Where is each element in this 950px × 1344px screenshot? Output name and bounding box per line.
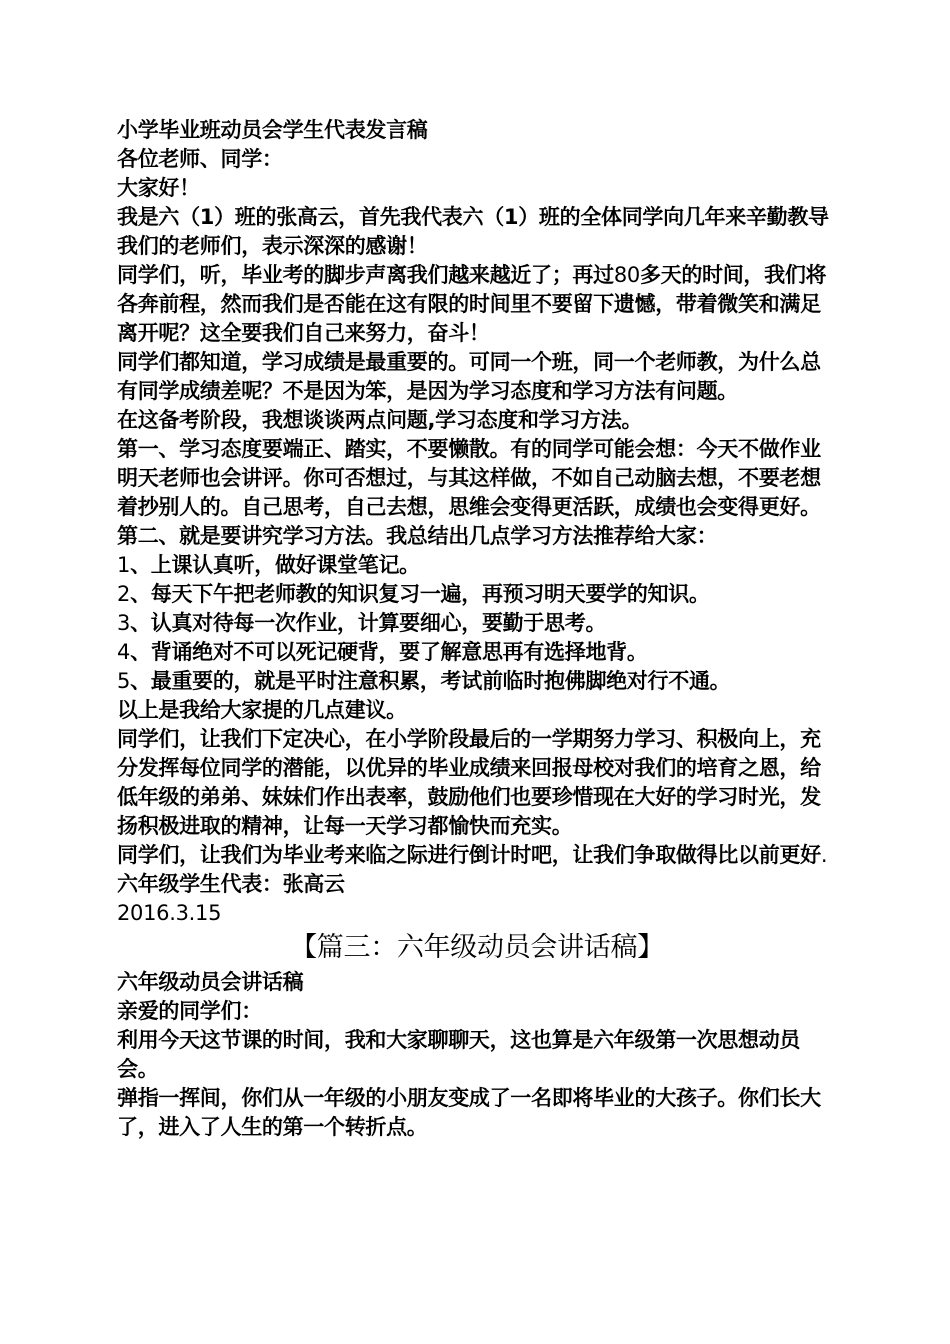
- method-number: 2: [117, 582, 131, 606]
- grades-paragraph: 同学们都知道，学习成绩是最重要的。可同一个班，同一个老师教，为什么总有同学成绩差呢？不是因为笨，是因为学习态度和学习方法有问题。: [117, 350, 821, 403]
- section-heading: 【篇三：六年级动员会讲话稿】: [290, 932, 664, 963]
- signature: 六年级学生代表：张高云: [117, 872, 345, 896]
- method-item: [117, 638, 837, 667]
- point-one-paragraph: 第一、学习态度要端正、踏实，不要懒散。有的同学可能会想：今天不做作业明天老师也会讲评。你可否想过，与其这样做，不如自己动脑去想，不要老想着抄别人的。自己思考，自己去想，思维会变得更活跃，成绩也会变得更好。: [117, 437, 821, 519]
- document-body: [117, 116, 837, 1142]
- method-number: 4: [117, 640, 131, 664]
- summary-line: 以上是我给大家提的几点建议。: [117, 698, 407, 722]
- method-text: 、每天下午把老师教的知识复习一遍，再预习明天要学的知识。: [130, 582, 710, 606]
- salutation: 各位老师、同学：: [117, 147, 283, 171]
- greeting: 大家好！: [117, 176, 200, 200]
- method-number: 3: [117, 611, 131, 635]
- speech-title: 小学毕业班动员会学生代表发言稿: [117, 118, 428, 142]
- time-paragraph: [117, 261, 837, 348]
- method-text: 、最重要的，就是平时注意积累，考试前临时抱佛脚绝对行不通。: [130, 669, 731, 693]
- time-paragraph-after: 多天的时间，我们将各奔前程，然而我们是否能在这有限的时间里不要留下遗憾，带着微笑和满足离开呢？这全要我们自己来努力，奋斗！: [117, 263, 827, 345]
- countdown-period: .: [820, 843, 828, 867]
- method-number: 1: [117, 553, 131, 577]
- speech-title: 六年级动员会讲话稿: [117, 970, 304, 994]
- method-text: 、背诵绝对不可以死记硬背，要了解意思再有选择地背。: [130, 640, 648, 664]
- date: 2016.3.15: [117, 901, 222, 925]
- method-text: 、认真对待每一次作业，计算要细心，要勤于思考。: [130, 611, 607, 635]
- body-paragraph: 弹指一挥间，你们从一年级的小朋友变成了一名即将毕业的大孩子。你们长大了，进入了人生的第一个转折点。: [117, 1086, 821, 1139]
- time-paragraph-number: 80: [613, 263, 640, 287]
- salutation: 亲爱的同学们：: [117, 999, 262, 1023]
- time-paragraph-before: 同学们，听，毕业考的脚步声离我们越来越近了；再过: [117, 263, 614, 287]
- countdown-text: 同学们，让我们为毕业考来临之际进行倒计时吧，让我们争取做得比以前更好: [117, 843, 821, 867]
- method-item: [117, 551, 837, 580]
- countdown-paragraph: [117, 841, 837, 870]
- resolve-paragraph: 同学们，让我们下定决心，在小学阶段最后的一学期努力学习、积极向上，充分发挥每位同学的潜能，以优异的毕业成绩来回报母校对我们的培育之恩，给低年级的弟弟、妹妹们作出表率，鼓励他们也要珍惜现在大好的学习时光，发扬积极进取的精神，让每一天学习都愉快而充实。: [117, 727, 821, 838]
- two-points-paragraph: 在这备考阶段，我想谈谈两点问题,学习态度和学习方法。: [117, 408, 643, 432]
- body-paragraph: 利用今天这节课的时间，我和大家聊聊天，这也算是六年级第一次思想动员会。: [117, 1028, 801, 1081]
- method-item: [117, 580, 837, 609]
- point-two-paragraph: 第二、就是要讲究学习方法。我总结出几点学习方法推荐给大家：: [117, 524, 718, 548]
- intro-paragraph: 我是六（1）班的张高云，首先我代表六（1）班的全体同学向几年来辛勤教导我们的老师们，表示深深的感谢！: [117, 205, 829, 258]
- method-number: 5: [117, 669, 131, 693]
- method-item: [117, 609, 837, 638]
- method-item: [117, 667, 837, 696]
- method-text: 、上课认真听，做好课堂笔记。: [130, 553, 420, 577]
